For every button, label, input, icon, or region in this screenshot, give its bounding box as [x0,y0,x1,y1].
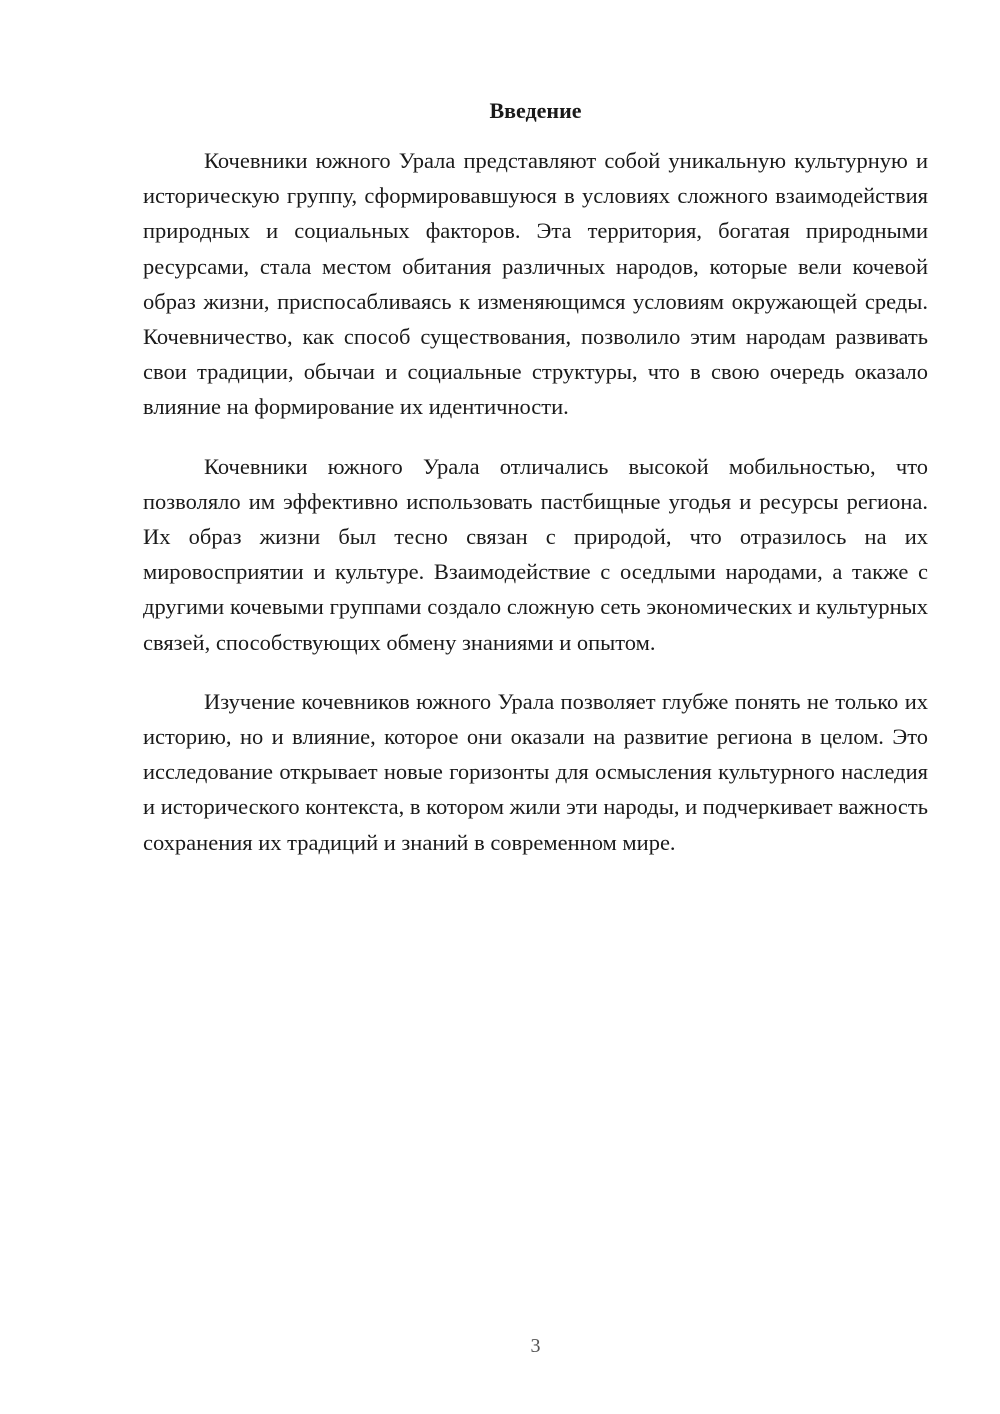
page-number: 3 [530,1335,541,1357]
paragraph-1: Кочевники южного Урала представляют собой уникальную культурную и историческую группу, сформировавшуюся в условиях сложного взаимодействия природных и социальных факторов. Эта территория, богатая природными ресурсами, стала местом обитания различных народов, которые вели кочевой образ жизни, приспосабливаясь к изменяющимся условиям окружающей среды. Кочевничество, как способ существования, позволило этим народам развивать свои традиции, обычаи и социальные структуры, что в свою очередь оказало влияние на формирование их идентичности. [143,148,928,420]
section-title: Введение [489,98,582,123]
paragraph-3: Изучение кочевников южного Урала позволяет глубже понять не только их историю, но и влияние, которое они оказали на развитие региона в целом. Это исследование открывает новые горизонты для осмысления культурного наследия и исторического контекста, в котором жили эти народы, и подчеркивает важность сохранения их традиций и знаний в современном мире. [143,688,928,855]
paragraph-2: Кочевники южного Урала отличались высокой мобильностью, что позволяло им эффективно использовать пастбищные угодья и ресурсы региона. Их образ жизни был тесно связан с природой, что отразилось на их мировосприятии и культуре. Взаимодействие с оседлыми народами, а также с другими кочевыми группами создало сложную сеть экономических и культурных связей, способствующих обмену знаниями и опытом. [143,453,928,655]
body-text [143,143,928,860]
